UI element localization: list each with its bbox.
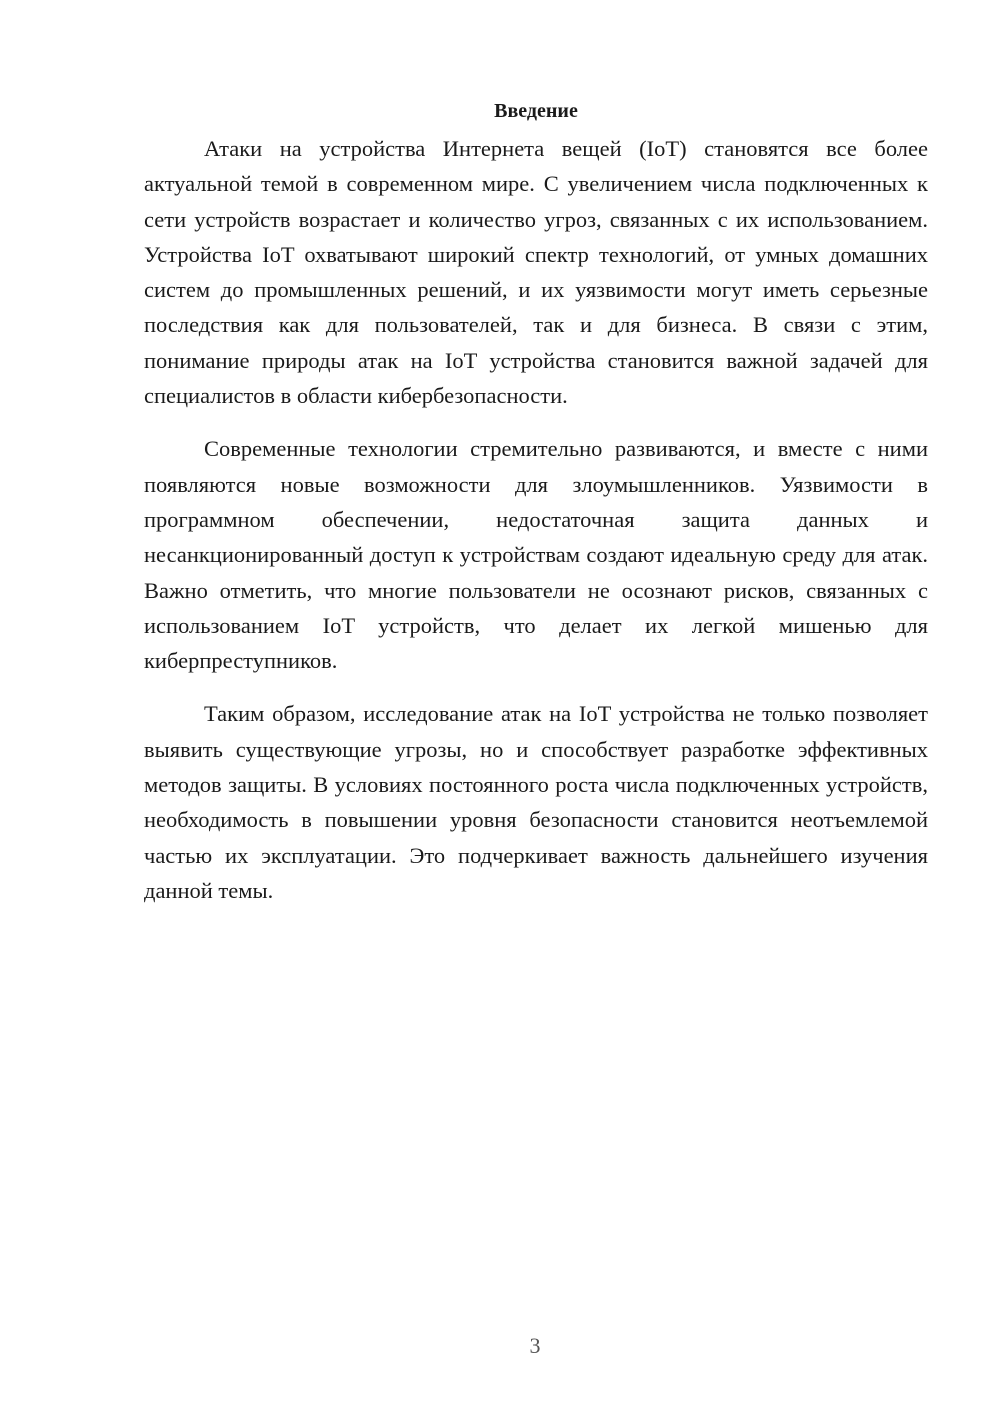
paragraph-1: Атаки на устройства Интернета вещей (IoT) становятся все более актуальной темой в современном мире. С увеличением числа подключенных к сети устройств возрастает и количество угроз, связанных с их использованием. Устройства IoT охватывают широкий спектр технологий, от умных домашних систем до промышленных решений, и их уязвимости могут иметь серьезные последствия как для пользователей, так и для бизнеса. В связи с этим, понимание природы атак на IoT устройства становится важной задачей для специалистов в области кибербезопасности. — [144, 136, 928, 409]
page-content — [144, 94, 928, 926]
page-number: 3 — [529, 1333, 541, 1358]
section-title: Введение — [494, 100, 578, 122]
paragraph-2: Современные технологии стремительно развиваются, и вместе с ними появляются новые возможности для злоумышленников. Уязвимости в программном обеспечении, недостаточная защита данных и несанкционированный доступ к устройствам создают идеальную среду для атак. Важно отметить, что многие пользователи не осознают рисков, связанных с использованием IoT устройств, что делает их легкой мишенью для киберпреступников. — [144, 436, 928, 674]
paragraph-3: Таким образом, исследование атак на IoT устройства не только позволяет выявить существующие угрозы, но и способствует разработке эффективных методов защиты. В условиях постоянного роста числа подключенных устройств, необходимость в повышении уровня безопасности становится неотъемлемой частью их эксплуатации. Это подчеркивает важность дальнейшего изучения данной темы. — [144, 701, 928, 903]
